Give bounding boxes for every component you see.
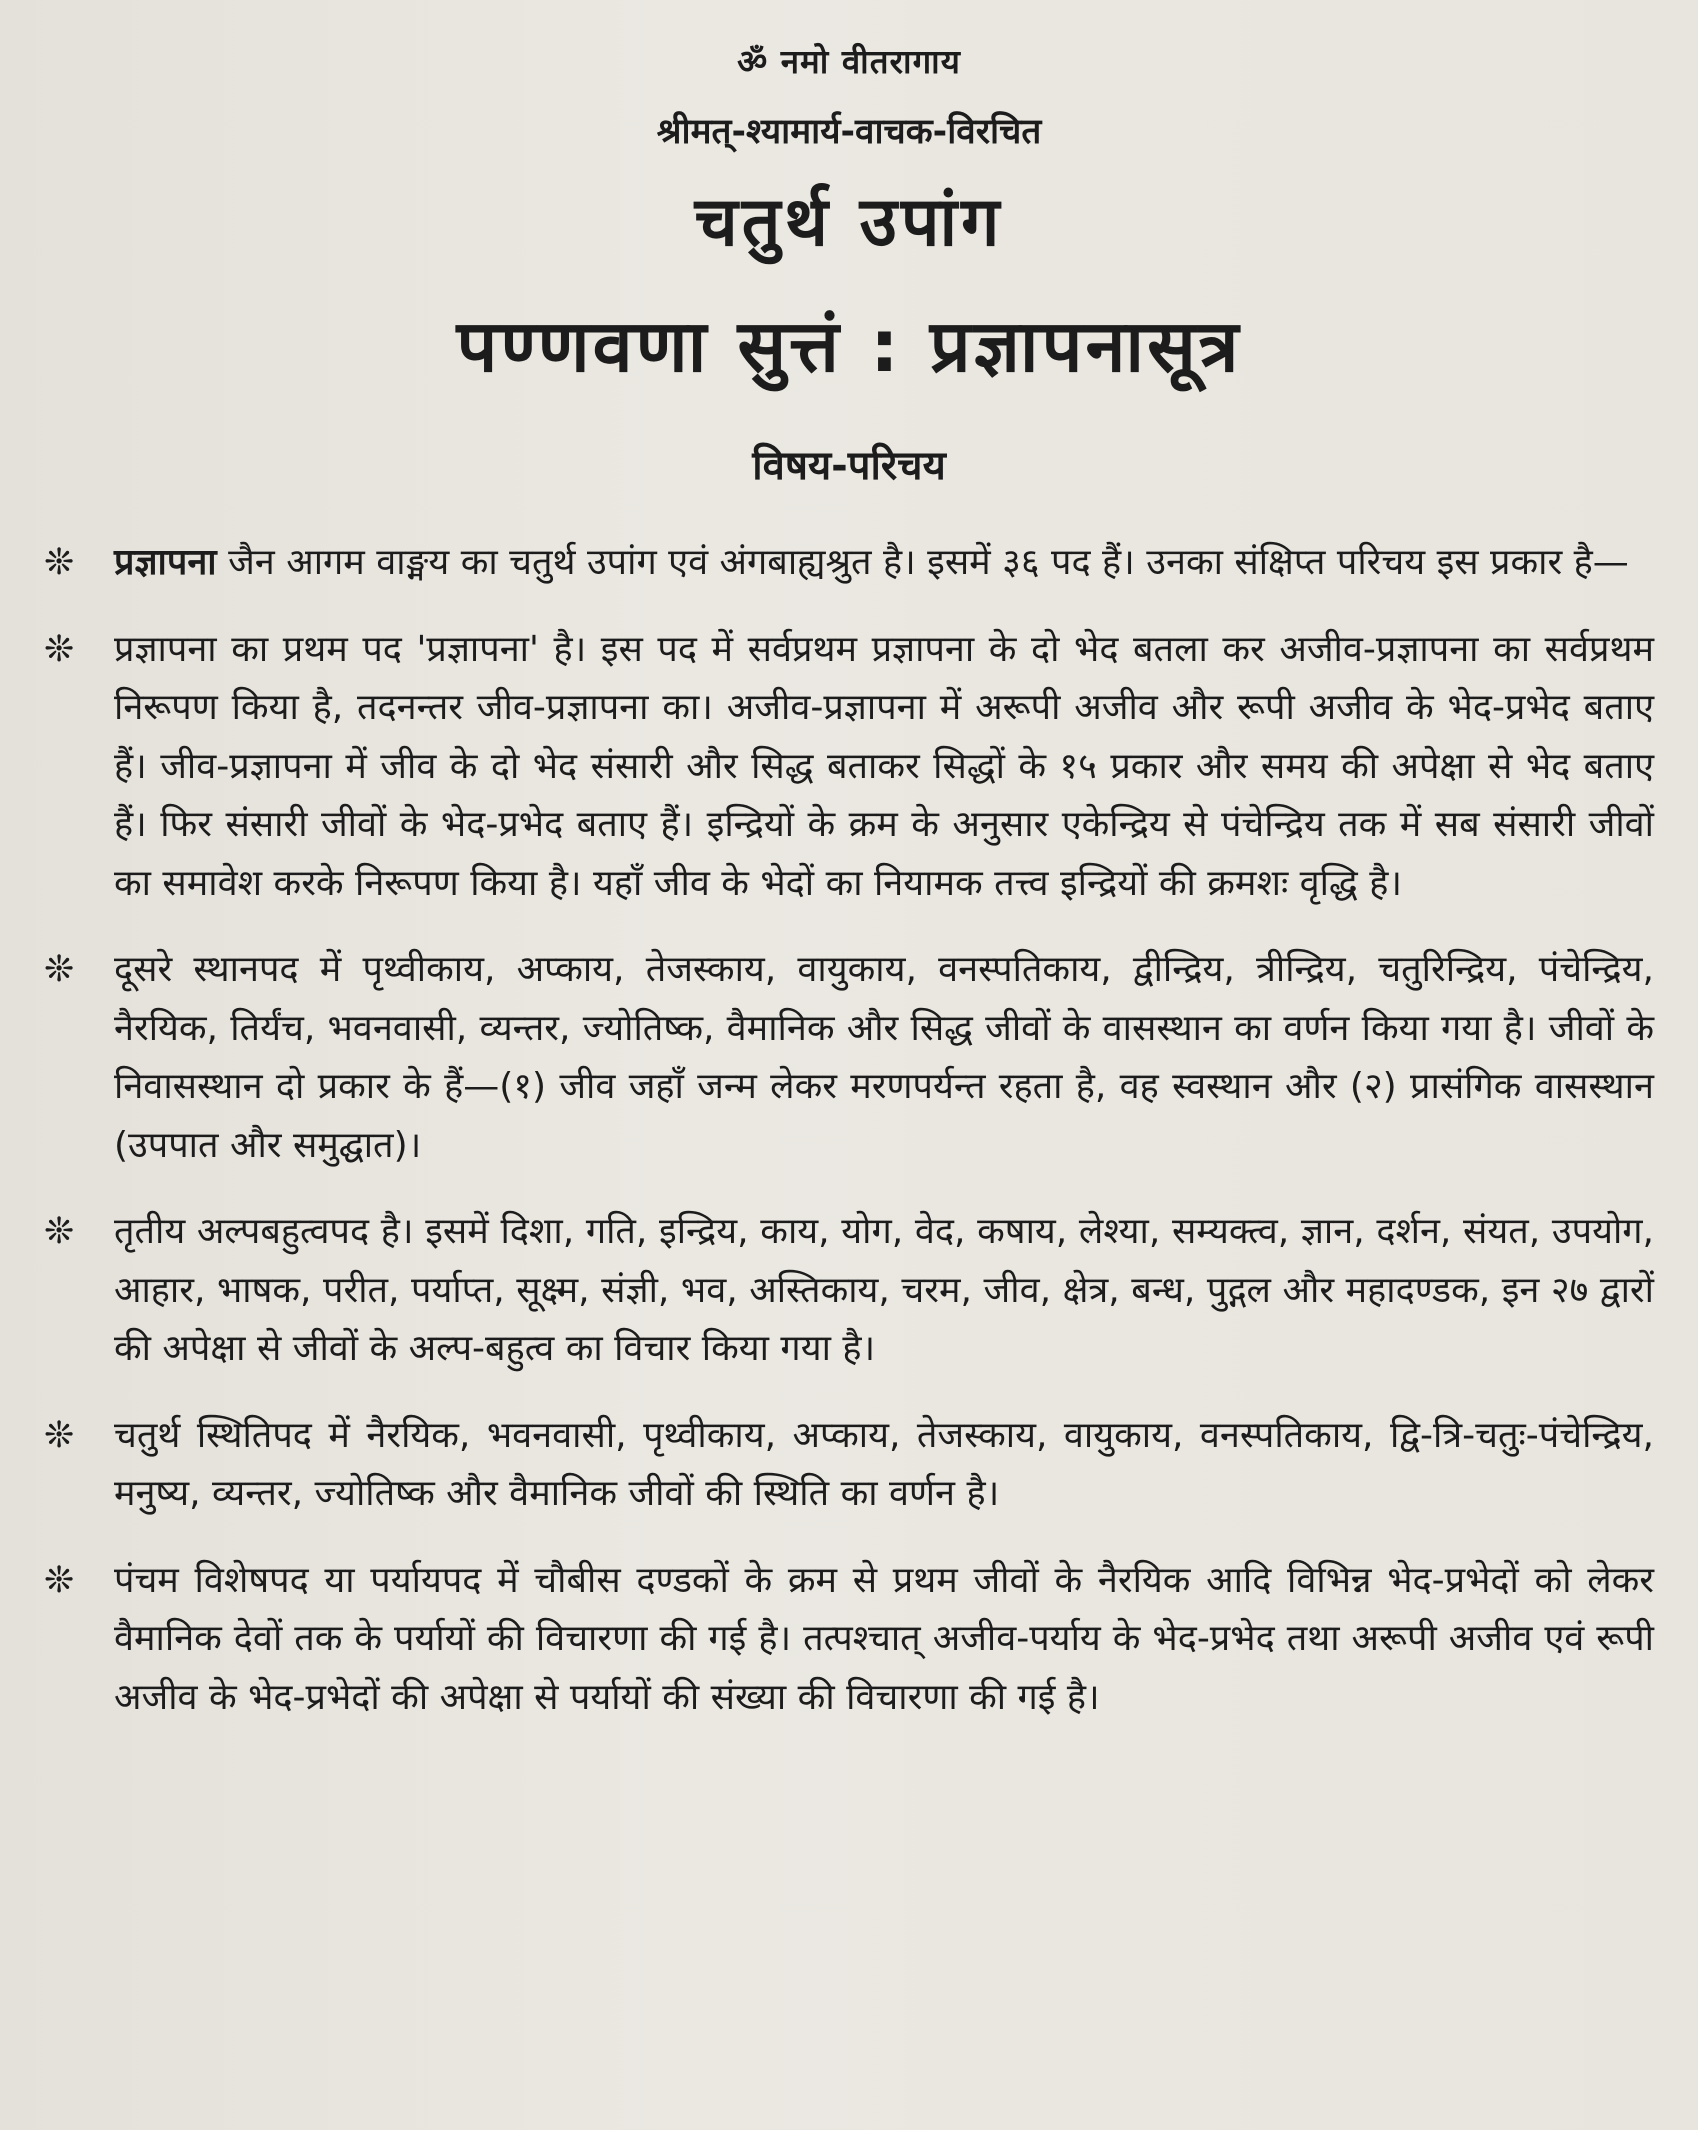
topic-body: जैन आगम वाङ्मय का चतुर्थ उपांग एवं अंगबाह्यश्रुत है। इसमें ३६ पद हैं। उनका संक्षिप्त परिचय इस प्रकार है—: [216, 542, 1629, 583]
topic-paragraph: चतुर्थ स्थितिपद में नैरयिक, भवनवासी, पृथ्वीकाय, अप्काय, तेजस्काय, वायुकाय, वनस्पतिकाय, द्वि-त्रि-चतुः-पंचेन्द्रिय, मनुष्य, व्यन्तर, ज्योतिष्क और वैमानिक जीवों की स्थिति का वर्णन है।: [114, 1414, 1654, 1514]
topic-item-5: [36, 1407, 1662, 1524]
attribution-line: श्रीमत्-श्यामार्य-वाचक-विरचित: [656, 112, 1042, 152]
page-header: [36, 38, 1662, 496]
topic-item-2: [36, 621, 1662, 914]
asterism-bullet-icon: ❊: [44, 1211, 75, 1252]
section-heading: विषय-परिचय: [752, 443, 946, 489]
invocation-line: ॐ नमो वीतरागाय: [737, 42, 961, 81]
asterism-bullet-icon: ❊: [44, 1559, 75, 1601]
topic-paragraph: प्रज्ञापना का प्रथम पद 'प्रज्ञापना' है। इस पद में सर्वप्रथम प्रज्ञापना के दो भेद बतला कर अजीव-प्रज्ञापना का सर्वप्रथम निरूपण किया है, तदनन्तर जीव-प्रज्ञापना का। अजीव-प्रज्ञापना में अरूपी अजीव और रूपी अजीव के भेद-प्रभेद बताए हैं। जीव-प्रज्ञापना में जीव के दो भेद संसारी और सिद्ध बताकर सिद्धों के १५ प्रकार और समय की अपेक्षा से भेद बताए हैं। फिर संसारी जीवों के भेद-प्रभेद बताए हैं। इन्द्रियों के क्रम के अनुसार एकेन्द्रिय से पंचेन्द्रिय तक में सब संसारी जीवों का समावेश करके निरूपण किया है। यहाँ जीव के भेदों का नियामक तत्त्व इन्द्रियों की क्रमशः वृद्धि है।: [114, 628, 1654, 904]
asterism-bullet-icon: ❊: [44, 1414, 75, 1456]
topic-item-4: [36, 1203, 1662, 1379]
asterism-bullet-icon: ❊: [44, 628, 75, 670]
asterism-bullet-icon: ❊: [44, 949, 75, 990]
topic-item-6: [36, 1552, 1662, 1728]
topic-paragraph: दूसरे स्थानपद में पृथ्वीकाय, अप्काय, तेजस्काय, वायुकाय, वनस्पतिकाय, द्वीन्द्रिय, त्रीन्द्रिय, चतुरिन्द्रिय, पंचेन्द्रिय, नैरयिक, तिर्यंच, भवनवासी, व्यन्तर, ज्योतिष्क, वैमानिक और सिद्ध जीवों के वासस्थान का वर्णन किया गया है। जीवों के निवासस्थान दो प्रकार के हैं—(१) जीव जहाँ जन्म लेकर मरणपर्यन्त रहता है, वह स्वस्थान और (२) प्रासंगिक वासस्थान (उपपात और समुद्घात)।: [114, 949, 1654, 1166]
page-subtitle: पण्णवणा सुत्तं : प्रज्ञापनासूत्र: [456, 304, 1242, 388]
topic-paragraph: [114, 534, 1662, 593]
topic-item-3: [36, 941, 1662, 1175]
asterism-bullet-icon: ❊: [44, 542, 75, 583]
topic-paragraph: तृतीय अल्पबहुत्वपद है। इसमें दिशा, गति, इन्द्रिय, काय, योग, वेद, कषाय, लेश्या, सम्यक्त्व, ज्ञान, दर्शन, संयत, उपयोग, आहार, भाषक, परीत, पर्याप्त, सूक्ष्म, संज्ञी, भव, अस्तिकाय, चरम, जीव, क्षेत्र, बन्ध, पुद्गल और महादण्डक, इन २७ द्वारों की अपेक्षा से जीवों के अल्प-बहुत्व का विचार किया गया है।: [114, 1211, 1654, 1369]
page-title: चतुर्थ उपांग: [694, 183, 1004, 262]
topic-item-1: [36, 534, 1662, 593]
topic-paragraph: पंचम विशेषपद या पर्यायपद में चौबीस दण्डकों के क्रम से प्रथम जीवों के नैरयिक आदि विभिन्न भेद-प्रभेदों को लेकर वैमानिक देवों तक के पर्यायों की विचारणा की गई है। तत्पश्चात् अजीव-पर्याय के भेद-प्रभेद तथा अरूपी अजीव एवं रूपी अजीव के भेद-प्रभेदों की अपेक्षा से पर्यायों की संख्या की विचारणा की गई है।: [114, 1559, 1654, 1718]
topic-lead-term: प्रज्ञापना: [114, 542, 217, 583]
topic-list: [36, 534, 1662, 1727]
